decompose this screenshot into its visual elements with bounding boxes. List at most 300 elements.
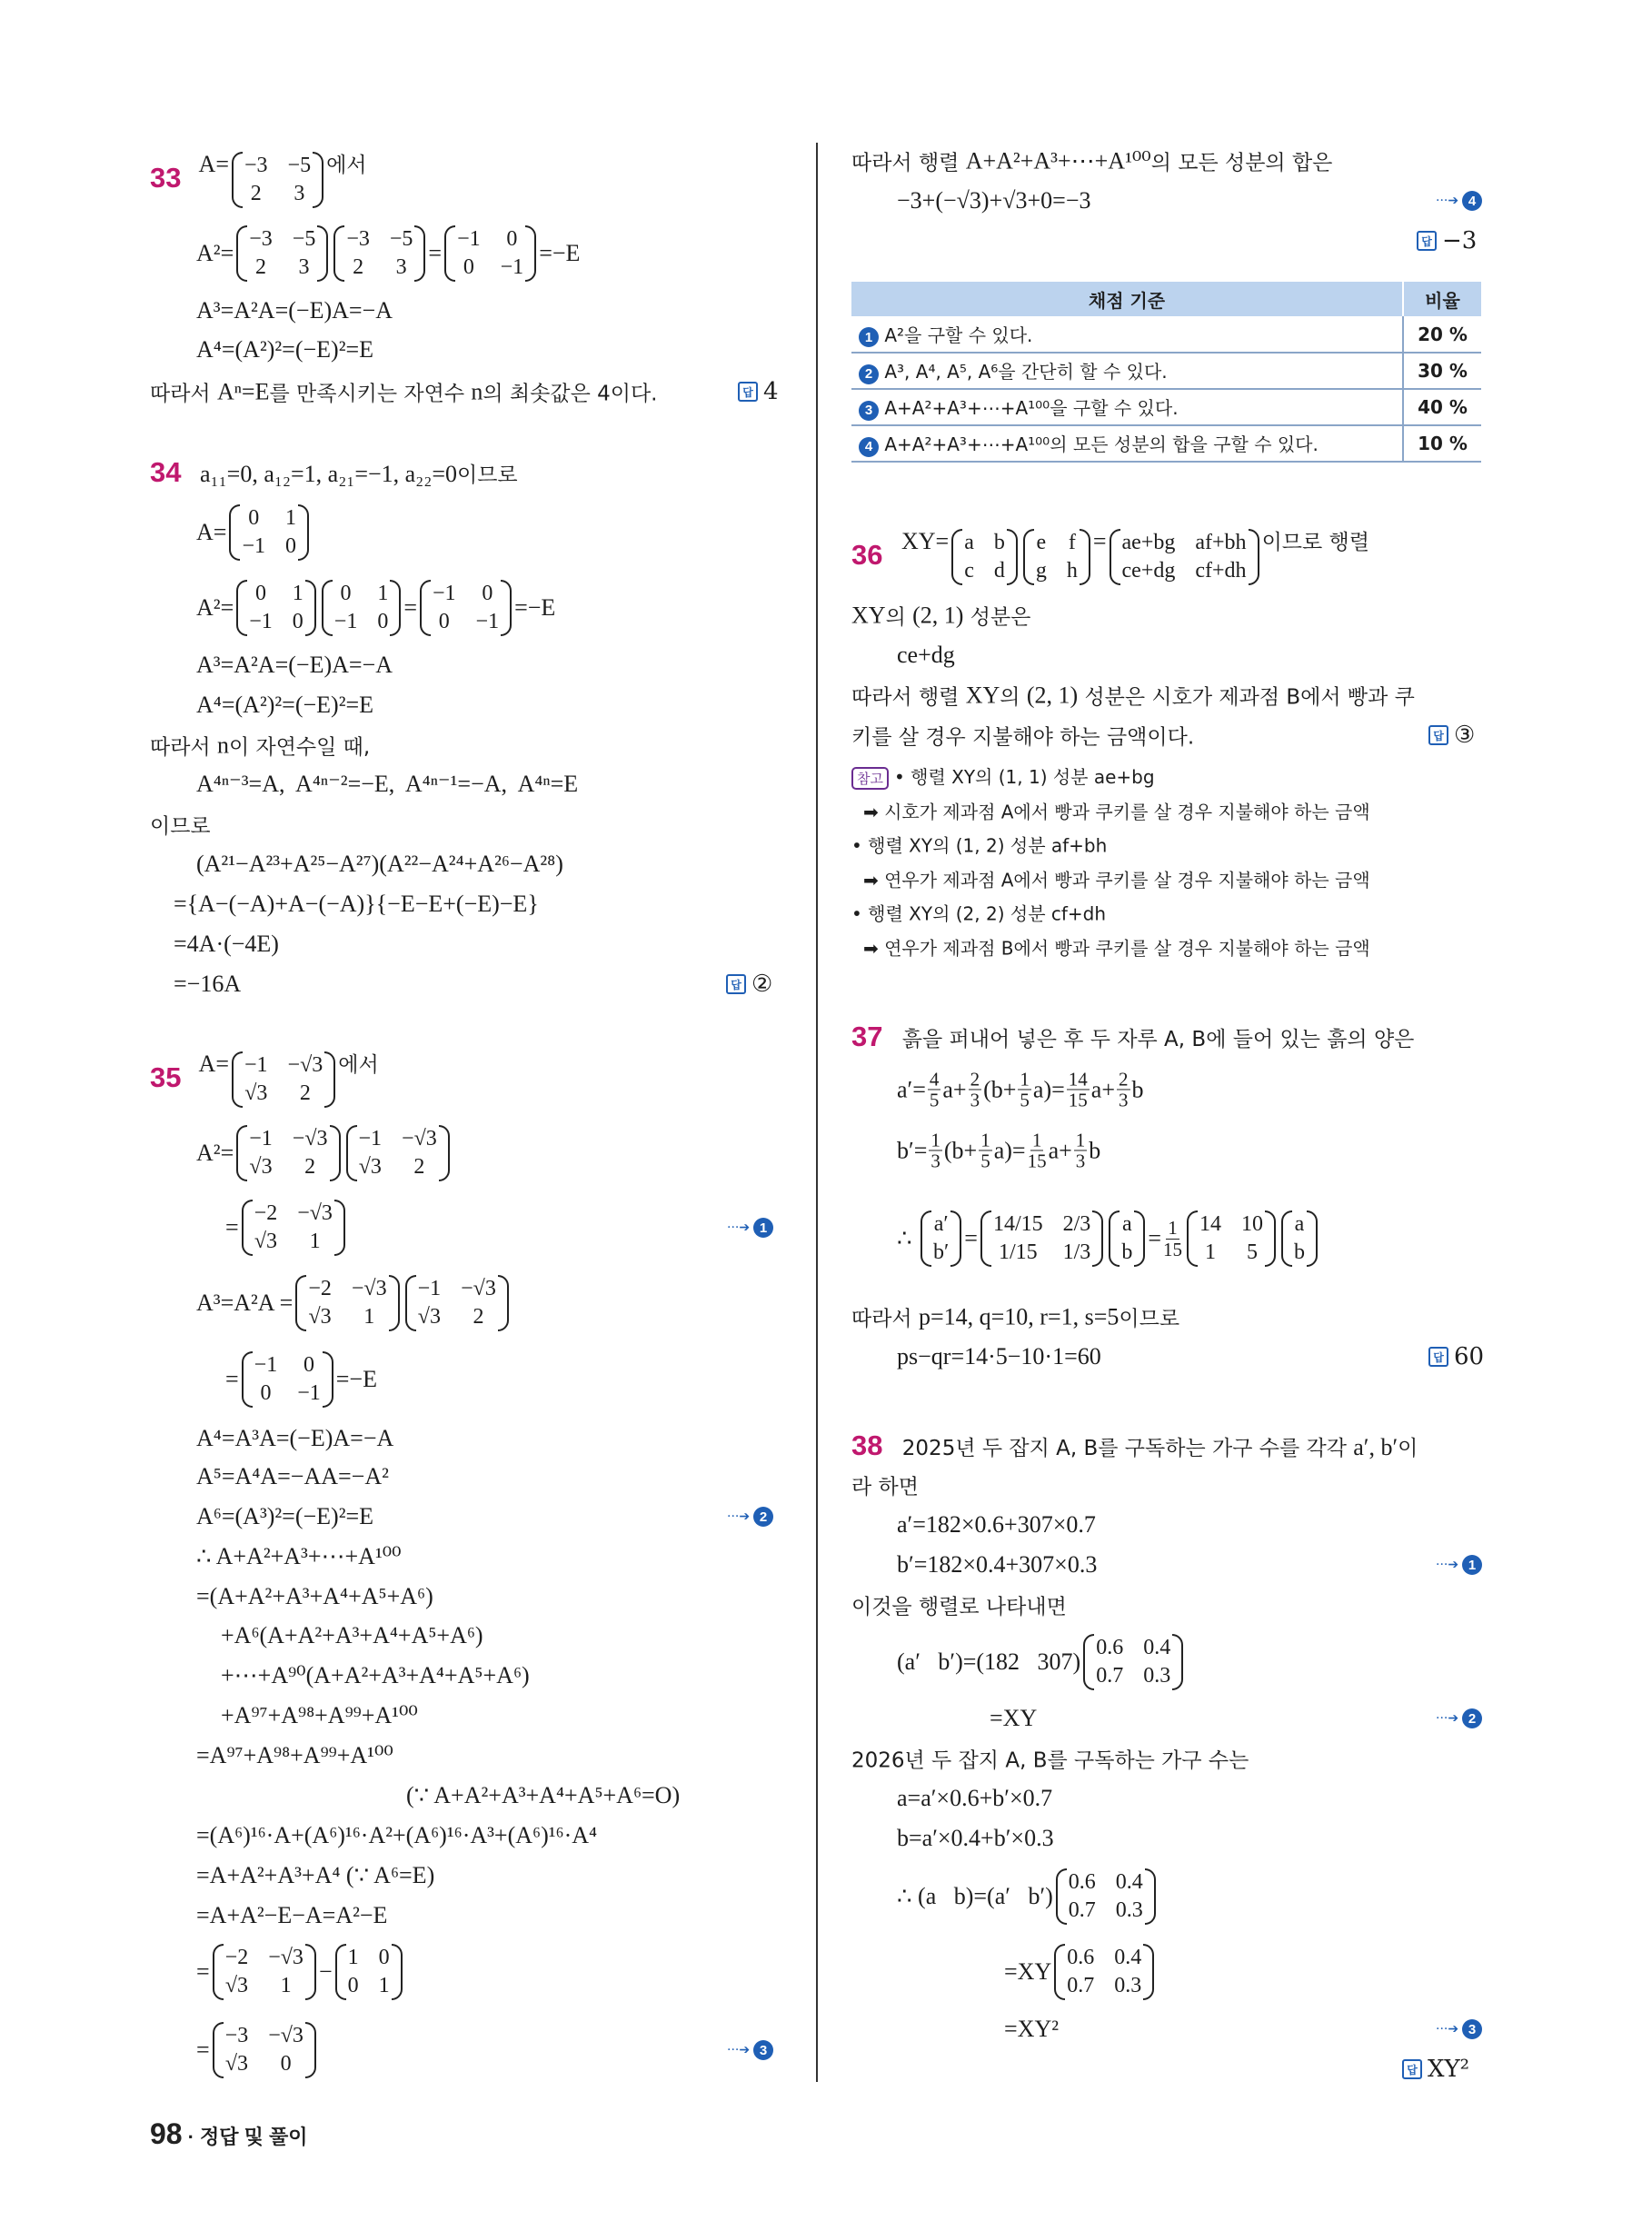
matrix-cell: −√3 — [351, 1277, 387, 1300]
math-text: b′= — [897, 1137, 928, 1163]
math-line — [851, 146, 1332, 176]
answer-icon: 답 — [1417, 231, 1437, 251]
step-4-icon: 4 — [859, 437, 879, 457]
math-text: = — [1092, 528, 1107, 554]
matrix-cell: 0.3 — [1143, 1664, 1171, 1688]
math-line — [196, 2022, 319, 2078]
matrix — [1054, 1944, 1154, 2000]
math-line — [174, 891, 539, 918]
answer-value: XY² — [1428, 2056, 1470, 2083]
math-text: = — [225, 1366, 239, 1392]
matrix-cell: 0.6 — [1096, 1636, 1124, 1659]
answer — [1402, 2056, 1469, 2083]
matrix-cell: −3 — [244, 154, 268, 177]
math-text: XY= — [895, 528, 950, 554]
step-3-icon: 3 — [1462, 2019, 1482, 2039]
fraction — [1117, 1069, 1130, 1110]
note-tag: 참고 — [851, 767, 889, 790]
math-line — [196, 1944, 405, 2000]
matrix-cell: b — [993, 531, 1005, 554]
math-text: = — [1148, 1225, 1161, 1251]
matrix-cell: −3 — [224, 2024, 249, 2047]
matrix — [951, 529, 1018, 585]
answer — [1428, 722, 1475, 749]
answer — [1428, 1343, 1484, 1370]
math-line — [851, 681, 1415, 711]
numerator: 1 — [1075, 1129, 1086, 1151]
math-text: A³=A²A=(−E)A=−A — [196, 652, 393, 678]
denominator: 3 — [1119, 1089, 1129, 1111]
matrix-cell: cf+dh — [1195, 559, 1247, 583]
text: 흙을 퍼내어 넣은 후 두 자루 A, B에 들어 있는 흙의 양은 — [895, 1027, 1415, 1051]
text: 따라서 행렬 — [851, 685, 966, 710]
matrix — [242, 1351, 333, 1408]
table-row — [851, 316, 1481, 353]
grading-table — [851, 282, 1481, 463]
math-line — [196, 504, 312, 561]
step-3-icon: 3 — [753, 2040, 773, 2060]
matrix-cell: 3 — [298, 255, 310, 279]
problem-number: 38 — [851, 1429, 883, 1461]
matrix-cell: 1/3 — [1062, 1240, 1091, 1264]
text: 따라서 — [851, 1307, 919, 1331]
math-text: b=a′×0.4+b′×0.3 — [897, 1825, 1054, 1851]
matrix-cell: √3 — [308, 1305, 332, 1329]
fraction — [979, 1130, 992, 1170]
text: 성분은 — [963, 605, 1031, 630]
ratio-header: 비율 — [1403, 282, 1481, 316]
math-text: A⁶=(A³)²=(−E)²=E — [196, 1503, 374, 1529]
problem-35-line — [150, 1048, 379, 1108]
denominator: 5 — [929, 1089, 940, 1111]
matrix-cell: 3 — [395, 255, 407, 279]
math-text: A²= — [196, 1140, 234, 1166]
math-line — [196, 297, 393, 324]
math-text: =A+A²−E−A=A²−E — [196, 1902, 388, 1928]
matrix-cell: −1 — [475, 610, 500, 633]
matrix-cell: −√3 — [461, 1277, 496, 1300]
matrix — [236, 1125, 340, 1181]
math-text: (b+ — [983, 1076, 1017, 1102]
matrix-cell: −1 — [358, 1127, 383, 1150]
math-text: A⁴=A³A=(−E)A=−A — [196, 1425, 394, 1451]
marker-arrow: ···➔ — [727, 1509, 751, 1524]
matrix-cell: −1 — [297, 1381, 321, 1405]
math-text: A⁴=(A²)²=(−E)²=E — [196, 336, 374, 363]
fraction — [1028, 1130, 1047, 1170]
table-row — [851, 353, 1481, 389]
math-line — [196, 692, 373, 719]
text: 라 하면 — [851, 1475, 919, 1499]
math-line — [990, 1705, 1037, 1732]
matrix-cell: −2 — [224, 1946, 249, 1969]
math-text: = — [403, 594, 417, 621]
math-line — [897, 1785, 1052, 1812]
fraction — [969, 1069, 982, 1110]
text: 의 최솟값은 4이다. — [483, 382, 658, 406]
marker-arrow: ···➔ — [727, 1220, 751, 1235]
matrix-cell: 1 — [285, 506, 296, 530]
matrix-cell: −1 — [417, 1277, 442, 1300]
math-line — [221, 1662, 530, 1689]
math-line — [196, 1463, 389, 1490]
matrix-cell: 0 — [340, 582, 352, 605]
matrix-cell: √3 — [224, 1974, 249, 1997]
math-text: ={A−(−A)+A−(−A)}{−E−E+(−E)−E} — [174, 891, 539, 917]
numerator: 1 — [1031, 1129, 1042, 1151]
matrix-cell: 1 — [363, 1305, 375, 1329]
math-text: = — [196, 1958, 210, 1985]
note-text: ➡ 시호가 제과점 A에서 빵과 쿠키를 살 경우 지불해야 하는 금액 — [863, 801, 1370, 823]
text: 의 — [1000, 685, 1027, 710]
matrix-cell: 1 — [377, 582, 389, 605]
math-text: (b+ — [943, 1137, 978, 1163]
math-line — [150, 731, 370, 761]
matrix-cell: −5 — [389, 227, 413, 251]
matrix-cell: 0.7 — [1068, 1898, 1096, 1922]
math-line — [851, 721, 1194, 751]
step-2-icon: 2 — [1462, 1708, 1482, 1728]
matrix-cell: f — [1068, 531, 1076, 554]
table-row — [851, 389, 1481, 425]
math-line — [1004, 1944, 1157, 2000]
math-text: A²= — [196, 594, 234, 621]
step-1-icon: 1 — [753, 1218, 773, 1238]
matrix-cell: 0 — [260, 1381, 272, 1405]
math-text: A³=A²A=(−E)A=−A — [196, 297, 393, 324]
numerator: 1 — [1168, 1217, 1178, 1240]
criteria-text: A+A²+A³+⋯+A¹⁰⁰의 모든 성분의 합을 구할 수 있다. — [879, 433, 1319, 456]
fraction — [929, 1130, 942, 1170]
matrix-cell: −2 — [308, 1277, 332, 1300]
math-text: =A⁹⁷+A⁹⁸+A⁹⁹+A¹⁰⁰ — [196, 1742, 393, 1768]
denominator: 15 — [1068, 1089, 1088, 1111]
text: 의 — [885, 605, 913, 630]
matrix-cell: 1 — [347, 1946, 359, 1969]
denominator: 5 — [980, 1150, 990, 1172]
matrix-cell: −2 — [254, 1201, 278, 1225]
answer-value: −3 — [1442, 227, 1478, 254]
math-text: =(A+A²+A³+A⁴+A⁵+A⁶) — [196, 1583, 433, 1609]
answer-icon: 답 — [738, 382, 758, 402]
math-line — [225, 1351, 377, 1408]
fraction — [1067, 1069, 1090, 1110]
matrix-cell: af+bh — [1195, 531, 1247, 554]
math-line — [897, 1069, 1144, 1110]
matrix-cell: −1 — [244, 1053, 268, 1077]
math-line — [150, 377, 657, 407]
matrix-cell: 0.7 — [1096, 1664, 1124, 1688]
matrix — [333, 225, 425, 282]
matrix-cell: 14/15 — [992, 1212, 1043, 1236]
math-line — [897, 1210, 1320, 1267]
numerator: 2 — [1119, 1068, 1129, 1091]
matrix-cell: −1 — [249, 610, 273, 633]
marker-arrow: ···➔ — [1436, 1558, 1459, 1572]
text: 2026년 두 잡지 A, B를 구독하는 가구 수는 — [851, 1748, 1249, 1773]
answer-value: 60 — [1454, 1343, 1485, 1370]
math-text: ∴ A+A²+A³+⋯+A¹⁰⁰ — [196, 1543, 402, 1569]
matrix-cell: h — [1066, 559, 1078, 583]
matrix-cell: −√3 — [268, 1946, 304, 1969]
ratio-cell: 20 % — [1403, 316, 1481, 353]
math-text: a)= — [1032, 1076, 1065, 1102]
matrix-cell: −1 — [500, 255, 524, 279]
math-line — [196, 580, 555, 636]
step-marker — [727, 2040, 773, 2060]
denominator: 15 — [1162, 1238, 1182, 1260]
math-line — [196, 851, 563, 878]
criteria-text: A²을 구할 수 있다. — [879, 324, 1033, 346]
text: 키를 살 경우 지불해야 하는 금액이다. — [851, 725, 1195, 750]
math-text: a+ — [1090, 1076, 1115, 1102]
math-text: −3+(−√3)+√3+0=−3 — [897, 187, 1091, 214]
matrix-cell: b — [1121, 1240, 1133, 1264]
matrix-cell: 2 — [255, 255, 266, 279]
math-line — [196, 1822, 597, 1849]
math-text: =XY — [990, 1705, 1038, 1731]
matrix-cell: b′ — [933, 1240, 950, 1264]
text: 이므로 — [1119, 1307, 1180, 1331]
math-text: (A²¹−A²³+A²⁵−A²⁷)(A²²−A²⁴+A²⁶−A²⁸) — [196, 851, 563, 877]
matrix-cell: 2 — [353, 255, 364, 279]
math-text: A³=A²A = — [196, 1290, 294, 1316]
text: 에서 — [326, 154, 367, 177]
matrix-cell: 0 — [438, 610, 450, 633]
math-text: a+ — [942, 1076, 967, 1102]
math-line — [196, 225, 580, 282]
math-text: a=a′×0.6+b′×0.7 — [897, 1785, 1053, 1811]
matrix-cell: 1 — [1204, 1240, 1216, 1264]
matrix — [405, 1275, 509, 1331]
math-line — [196, 1425, 393, 1452]
note-text: • 행렬 XY의 (1, 1) 성분 ae+bg — [893, 766, 1155, 788]
marker-arrow: ···➔ — [1436, 1711, 1459, 1726]
matrix-cell: 0 — [463, 255, 474, 279]
math-line — [897, 1511, 1096, 1539]
numerator: 4 — [929, 1068, 940, 1091]
text: 이므로 행렬 — [1261, 531, 1369, 554]
math-text: p=14, q=10, r=1, s=5 — [918, 1303, 1120, 1330]
matrix-cell: 0.4 — [1143, 1636, 1171, 1659]
math-text: = — [964, 1225, 978, 1251]
criteria-header: 채점 기준 — [851, 282, 1403, 316]
matrix-cell: −1 — [457, 227, 481, 251]
matrix-cell: −1 — [333, 610, 358, 633]
matrix — [335, 1944, 403, 2000]
note-text: • 행렬 XY의 (1, 2) 성분 af+bh — [851, 834, 1108, 857]
numerator: 1 — [1020, 1068, 1030, 1091]
matrix-cell: −√3 — [292, 1127, 328, 1150]
text: 이므로 — [150, 814, 211, 839]
math-text: A= — [194, 151, 229, 177]
text: 이 — [1398, 1436, 1418, 1460]
math-text: =−E — [514, 594, 556, 621]
math-text: b′=182×0.4+307×0.3 — [897, 1551, 1098, 1578]
matrix-cell: √3 — [358, 1155, 382, 1179]
matrix-cell: a′ — [933, 1212, 949, 1236]
matrix-cell: 0.3 — [1115, 1898, 1143, 1922]
math-line — [196, 1543, 402, 1570]
text: 성분은 시호가 제과점 B에서 빵과 쿠 — [1078, 685, 1415, 710]
math-text: ce+dg — [897, 642, 955, 668]
math-text: n — [471, 378, 483, 404]
numerator: 2 — [970, 1068, 980, 1091]
matrix-cell: 1 — [309, 1230, 321, 1253]
matrix — [213, 2022, 316, 2078]
math-text: =(A⁶)¹⁶·A+(A⁶)¹⁶·A²+(A⁶)¹⁶·A³+(A⁶)¹⁶·A⁴ — [196, 1822, 598, 1848]
math-text: XY — [851, 602, 886, 628]
matrix-cell: 0 — [248, 506, 260, 530]
math-text: b — [1089, 1137, 1101, 1163]
math-line — [851, 1302, 1179, 1332]
matrix-cell: 0 — [378, 1946, 390, 1969]
criteria-text: A³, A⁴, A⁵, A⁶을 간단히 할 수 있다. — [879, 361, 1168, 383]
math-text: XY — [965, 682, 1000, 708]
step-marker — [1436, 1555, 1482, 1575]
math-line — [897, 642, 955, 669]
matrix-cell: 1 — [280, 1974, 292, 1997]
matrix-cell: 2 — [413, 1155, 425, 1179]
math-text: A²= — [196, 240, 234, 266]
matrix-cell: −1 — [433, 582, 456, 605]
matrix — [420, 580, 512, 636]
marker-arrow: ···➔ — [1436, 194, 1459, 208]
ratio-cell: 30 % — [1403, 353, 1481, 389]
answer-icon: 답 — [726, 974, 746, 994]
step-marker — [1436, 1708, 1482, 1728]
math-text: a+ — [1048, 1137, 1072, 1163]
matrix-cell: 1 — [378, 1974, 390, 1997]
math-text: a′, b′ — [1353, 1433, 1398, 1460]
math-text: ps−qr=14·5−10·1=60 — [897, 1343, 1101, 1369]
math-line — [196, 1583, 433, 1610]
matrix — [232, 152, 323, 208]
math-text: =−E — [335, 1366, 377, 1392]
math-text: =XY — [1004, 1958, 1052, 1985]
matrix — [444, 225, 536, 282]
step-marker — [727, 1218, 773, 1238]
matrix-cell: 5 — [1246, 1240, 1258, 1264]
matrix — [1083, 1634, 1183, 1690]
denominator: 3 — [970, 1089, 980, 1111]
math-line — [196, 1125, 453, 1181]
math-text: a′= — [897, 1076, 926, 1102]
math-line — [897, 187, 1091, 214]
math-text: A= — [196, 519, 227, 545]
matrix-cell: a — [1121, 1212, 1132, 1236]
problem-number: 34 — [150, 456, 182, 488]
math-text: +⋯+A⁹⁰(A+A²+A³+A⁴+A⁵+A⁶) — [221, 1662, 530, 1688]
math-line — [225, 1200, 348, 1256]
step-2-icon: 2 — [753, 1507, 773, 1527]
step-1-icon: 1 — [1462, 1555, 1482, 1575]
matrix-cell: 10 — [1240, 1212, 1263, 1236]
matrix-cell: 3 — [294, 182, 305, 205]
fraction — [928, 1069, 941, 1110]
matrix-cell: 0 — [303, 1353, 314, 1377]
math-text: (a′ b′)=(182 307) — [897, 1648, 1081, 1675]
matrix — [232, 1051, 335, 1108]
math-line — [897, 1130, 1100, 1170]
numerator: 1 — [930, 1129, 940, 1151]
fraction — [1163, 1218, 1182, 1259]
math-text: a)= — [993, 1137, 1026, 1163]
matrix-cell: 2/3 — [1062, 1212, 1091, 1236]
text: 를 만족시키는 자연수 — [269, 382, 472, 406]
problem-34-line — [150, 456, 518, 489]
answer-icon: 답 — [1428, 725, 1448, 745]
math-text: a′=182×0.6+307×0.7 — [897, 1511, 1096, 1538]
matrix-cell: √3 — [224, 2052, 249, 2076]
matrix — [236, 580, 316, 636]
matrix-cell: −√3 — [297, 1201, 333, 1225]
numerator: 1 — [980, 1129, 990, 1151]
text: 따라서 — [150, 735, 217, 760]
answer-value: ③ — [1454, 722, 1476, 749]
matrix-cell: ce+dg — [1121, 559, 1176, 583]
matrix-cell: √3 — [254, 1230, 278, 1253]
math-text: = — [428, 240, 443, 266]
problem-number: 37 — [851, 1021, 883, 1052]
matrix-cell: 0 — [377, 610, 389, 633]
page-number: 98 — [150, 2117, 183, 2150]
note-text: ➡ 연우가 제과점 B에서 빵과 쿠키를 살 경우 지불해야 하는 금액 — [863, 937, 1370, 960]
answer — [738, 378, 779, 405]
denominator: 3 — [930, 1150, 940, 1172]
matrix — [1281, 1210, 1318, 1267]
math-text: ∴ — [897, 1225, 919, 1251]
fraction — [1074, 1130, 1088, 1170]
matrix — [921, 1210, 961, 1267]
math-text: A⁴ⁿ⁻³=A, A⁴ⁿ⁻²=−E, A⁴ⁿ⁻¹=−A, A⁴ⁿ=E — [196, 771, 579, 797]
problem-number: 33 — [150, 162, 182, 194]
answer — [726, 971, 772, 998]
math-line — [174, 931, 279, 958]
math-text: = — [196, 2037, 210, 2063]
math-line — [897, 1343, 1101, 1370]
matrix-cell: c — [964, 559, 974, 583]
matrix — [980, 1210, 1103, 1267]
matrix — [242, 1200, 345, 1256]
math-line — [897, 1868, 1159, 1925]
math-line — [196, 771, 578, 798]
problem-37-line — [851, 1021, 1414, 1053]
table-row — [851, 425, 1481, 462]
math-line — [851, 1744, 1249, 1774]
text: 2025년 두 잡지 A, B를 구독하는 가구 수를 각각 — [895, 1436, 1354, 1460]
math-text: A= — [194, 1051, 229, 1077]
text: 따라서 — [150, 382, 217, 406]
step-3-icon: 3 — [859, 401, 879, 421]
math-text: (∵ A+A²+A³+A⁴+A⁵+A⁶=O) — [406, 1782, 681, 1808]
denominator: 5 — [1020, 1089, 1030, 1111]
matrix-cell: 2 — [473, 1305, 484, 1329]
matrix-cell: 1/15 — [998, 1240, 1038, 1264]
matrix-cell: 0.4 — [1114, 1946, 1142, 1969]
math-line — [1004, 2016, 1059, 2043]
math-line — [897, 1634, 1186, 1690]
matrix-cell: −√3 — [402, 1127, 437, 1150]
matrix-cell: 0 — [285, 534, 296, 558]
answer-value: 4 — [763, 378, 779, 405]
matrix — [229, 504, 309, 561]
math-text: Aⁿ=E — [216, 378, 270, 404]
text: 이므로 — [456, 463, 518, 487]
math-text: ∴ (a b)=(a′ b′) — [897, 1883, 1053, 1909]
note-line — [851, 762, 1155, 790]
math-line — [196, 1742, 393, 1769]
